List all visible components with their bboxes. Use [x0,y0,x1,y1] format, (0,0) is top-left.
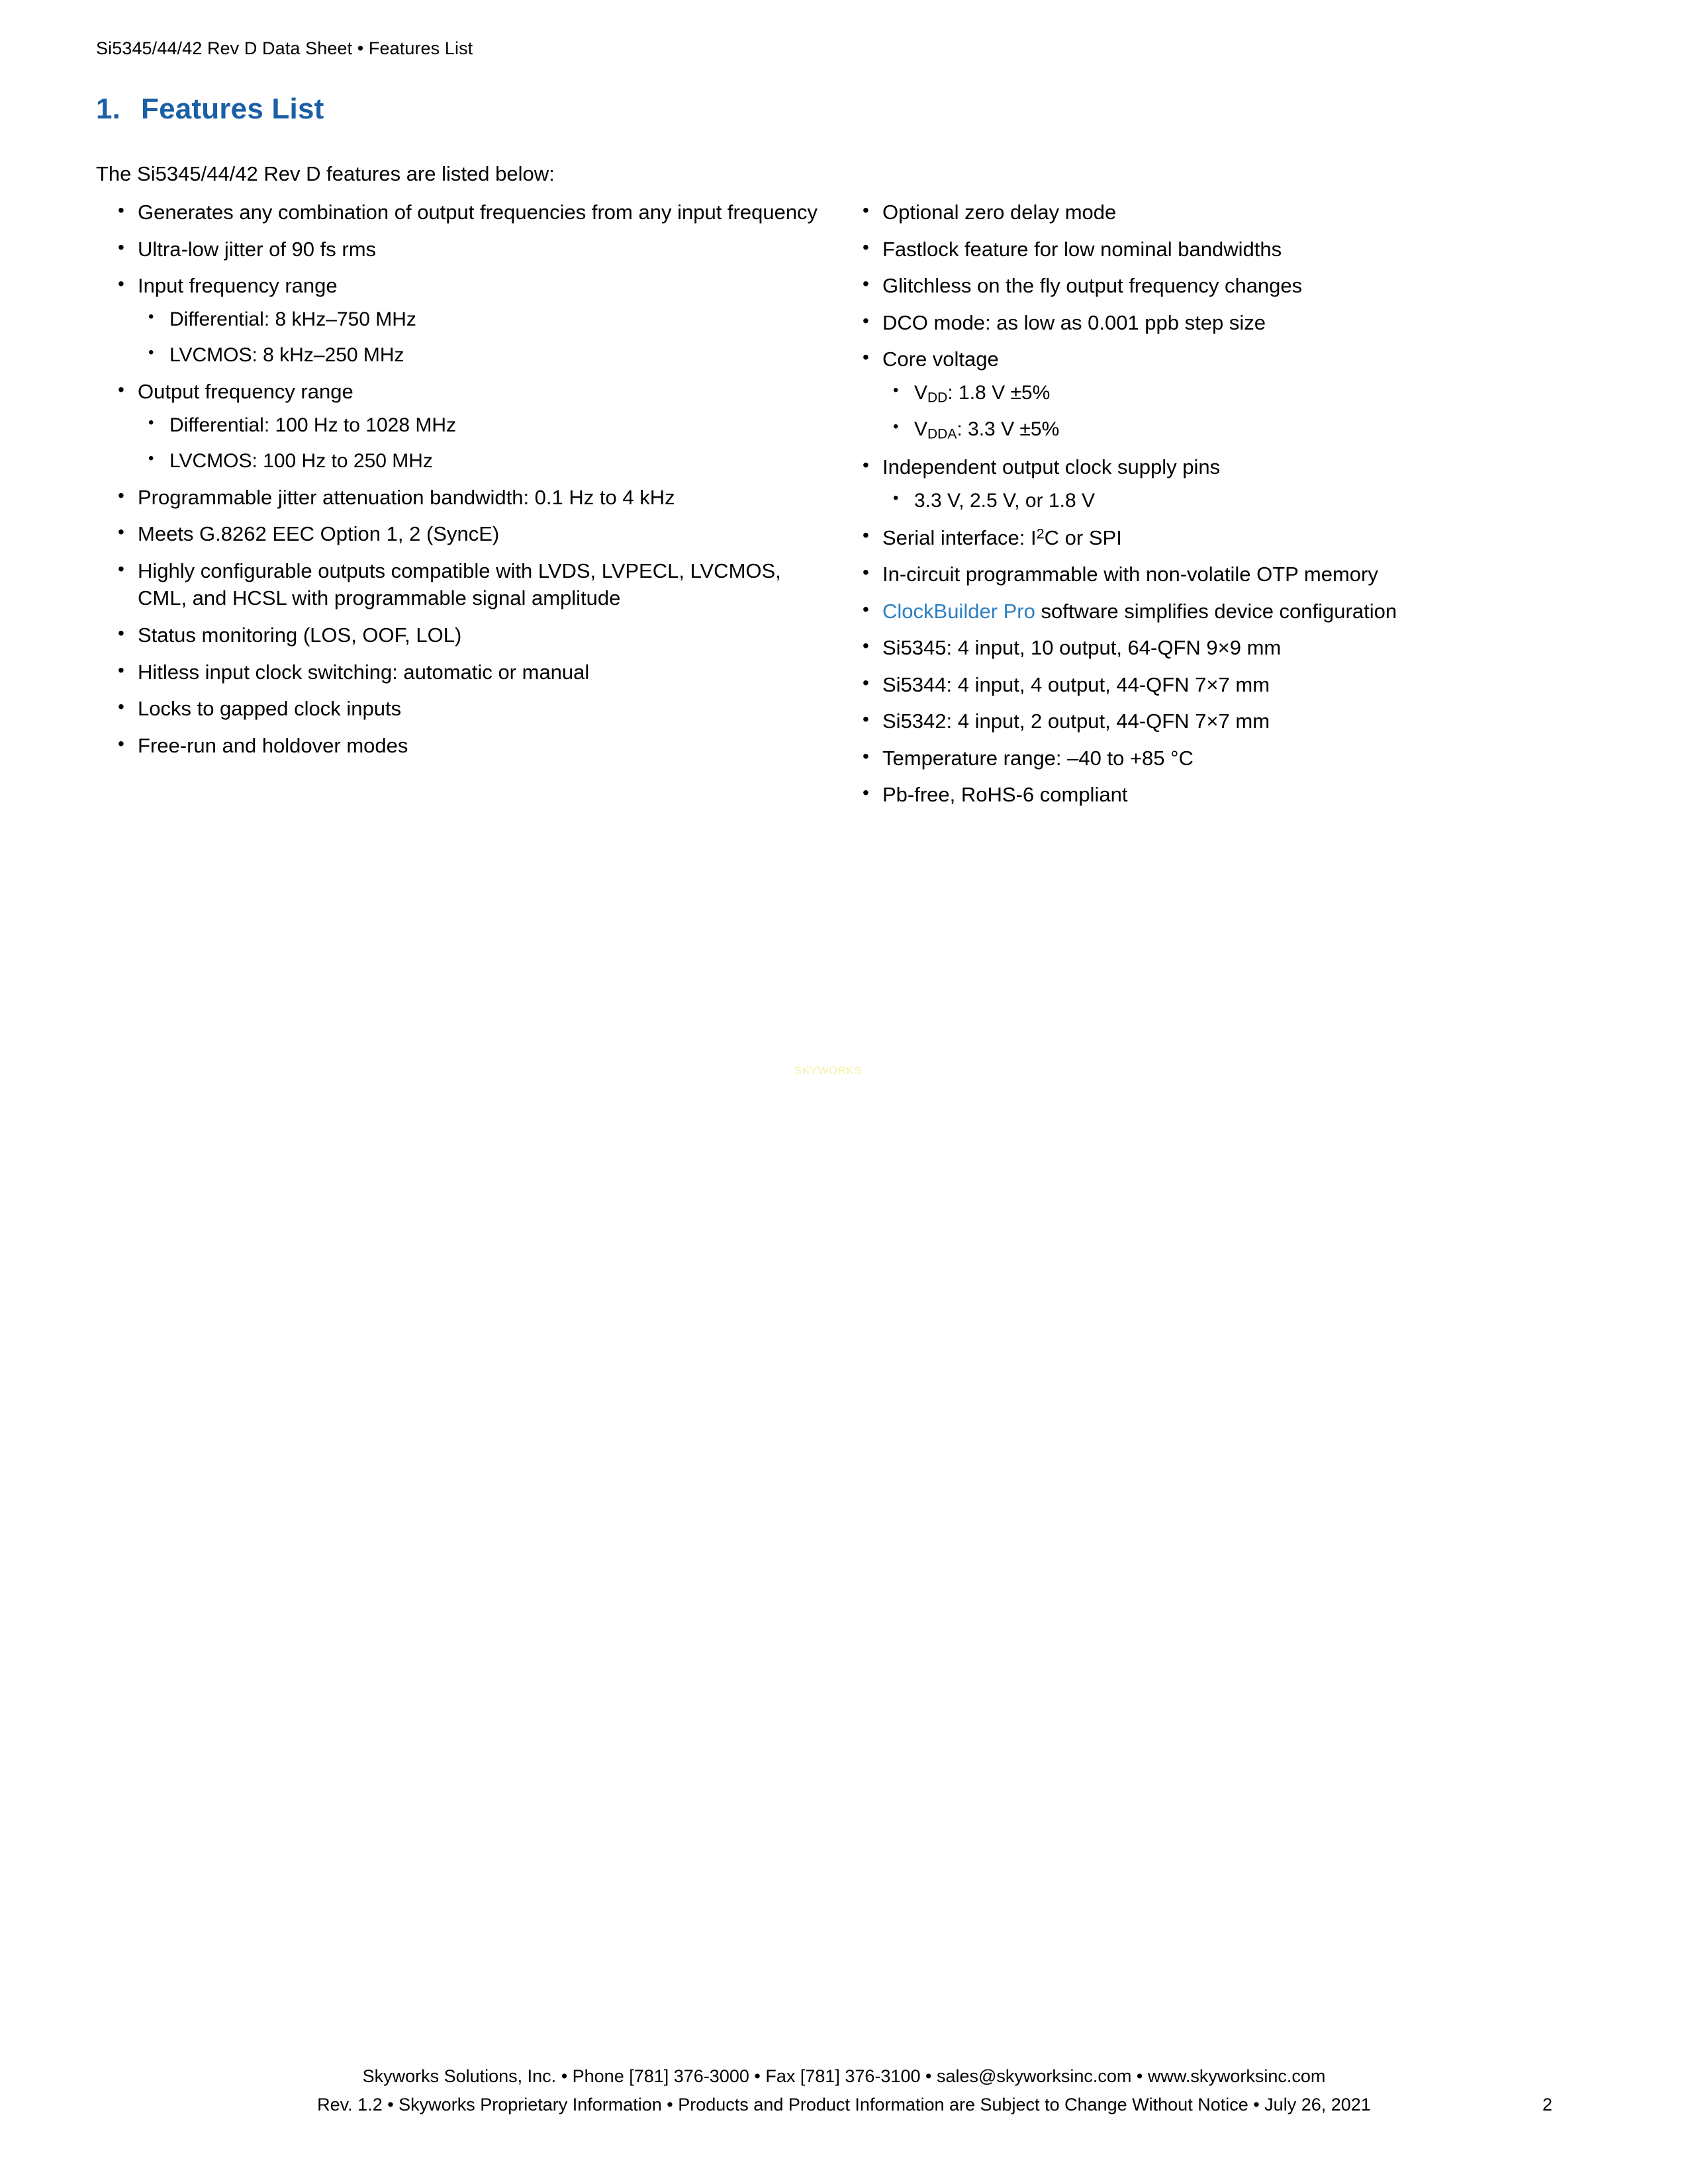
feature-subitem-label: LVCMOS: 100 Hz to 250 MHz [169,449,433,472]
feature-item-label: Glitchless on the fly output frequency changes [882,274,1303,298]
feature-item-label: Optional zero delay mode [882,201,1117,224]
feature-subitem-label: $V_{DD}$: 1.8 V ±5% [914,381,1051,406]
feature-item-label: Output frequency range [138,379,353,403]
feature-item-label: Pb-free, RoHS-6 compliant [882,783,1128,807]
feature-subitem [138,448,827,475]
page-title [96,93,324,126]
feature-item [106,236,827,263]
feature-item [106,695,827,723]
feature-item-label: Serial interface: $I^2C$ or SPI [882,524,1122,549]
feature-item [851,309,1585,337]
footer-contact-line: Skyworks Solutions, Inc. • Phone [781] 376-3000 • Fax [781] 376-3100 • sales@skyworksinc.com • www.skyworksinc.com [362,2066,1326,2086]
feature-subitem [138,412,827,439]
feature-item [851,453,1585,514]
feature-item-label: Independent output clock supply pins [882,455,1221,479]
feature-item [851,598,1585,625]
feature-sublist [882,380,1585,444]
feature-item [851,236,1585,263]
feature-sublist [138,412,827,475]
feature-item [851,671,1585,699]
feature-list-left [106,199,827,759]
feature-subitem-label: 3.3 V, 2.5 V, or 1.8 V [914,489,1095,512]
feature-item-label: Si5342: 4 input, 2 output, 44-QFN 7×7 mm [882,709,1270,733]
feature-item-label: Fastlock feature for low nominal bandwidths [882,237,1282,261]
section-number: 1. [96,93,121,125]
feature-item [106,557,827,612]
feature-sublist [882,488,1585,514]
feature-item-label: Status monitoring (LOS, OOF, LOL) [138,623,462,647]
feature-subitem [882,416,1585,444]
feature-item [851,634,1585,662]
section-title-text: Features List [141,93,324,125]
feature-subitem [882,488,1585,514]
feature-item-label: Highly configurable outputs compatible with LVDS, LVPECL, LVCMOS, CML, and HCSL with programmable signal amplitude [138,559,781,610]
feature-item [106,732,827,760]
feature-item [851,781,1585,809]
features-column-right [851,199,1585,818]
feature-item [106,199,827,226]
feature-item [106,659,827,686]
feature-item-label: DCO mode: as low as 0.001 ppb step size [882,310,1266,334]
feature-subitem-label: Differential: 100 Hz to 1028 MHz [169,414,456,436]
feature-sublist [138,306,827,369]
feature-item [106,621,827,649]
feature-subitem-label: Differential: 8 kHz–750 MHz [169,308,416,330]
feature-item [851,523,1585,551]
feature-subitem [138,306,827,333]
feature-subitem-label: LVCMOS: 8 kHz–250 MHz [169,343,404,366]
feature-item [851,272,1585,300]
feature-item-label: Generates any combination of output frequencies from any input frequency [138,201,818,224]
feature-item-label: Input frequency range [138,274,338,298]
feature-list-right [851,199,1585,809]
feature-item [851,745,1585,772]
feature-item-label: Meets G.8262 EEC Option 1, 2 (SyncE) [138,522,500,546]
page-number: 2 [1542,2095,1553,2115]
feature-item [851,345,1585,444]
feature-subitem-label: $V_{DDA}$: 3.3 V ±5% [914,418,1060,442]
intro-paragraph: The Si5345/44/42 Rev D features are listed below: [96,162,555,185]
feature-item-label: Ultra-low jitter of 90 fs rms [138,237,377,261]
feature-subitem [138,342,827,369]
feature-item [106,484,827,512]
footer-revision-line: Rev. 1.2 • Skyworks Proprietary Information • Products and Product Information are Subject to Change Without Notice • July 26, 2021 [317,2095,1371,2115]
feature-item-label: Si5345: 4 input, 10 output, 64-QFN 9×9 mm [882,636,1282,660]
feature-item [851,199,1585,226]
feature-item-label: ClockBuilder Pro software simplifies device configuration [882,599,1397,623]
feature-subitem [882,380,1585,408]
feature-item-label: Free-run and holdover modes [138,733,408,757]
feature-item [106,520,827,548]
watermark: SKYWORKS [794,1064,863,1077]
feature-item-label: Temperature range: –40 to +85 °C [882,746,1194,770]
feature-item [851,707,1585,735]
feature-item [106,272,827,369]
feature-item-label: Core voltage [882,347,999,371]
feature-item-label: Programmable jitter attenuation bandwidth: 0.1 Hz to 4 kHz [138,485,675,509]
features-column-left [106,199,827,768]
running-header: Si5345/44/42 Rev D Data Sheet • Features List [96,38,473,58]
feature-item-label: Locks to gapped clock inputs [138,697,402,721]
feature-item-label: In-circuit programmable with non-volatile OTP memory [882,563,1378,586]
feature-item-label: Si5344: 4 input, 4 output, 44-QFN 7×7 mm [882,672,1270,696]
feature-item-label: Hitless input clock switching: automatic or manual [138,660,590,684]
feature-item [106,378,827,475]
feature-item [851,561,1585,588]
